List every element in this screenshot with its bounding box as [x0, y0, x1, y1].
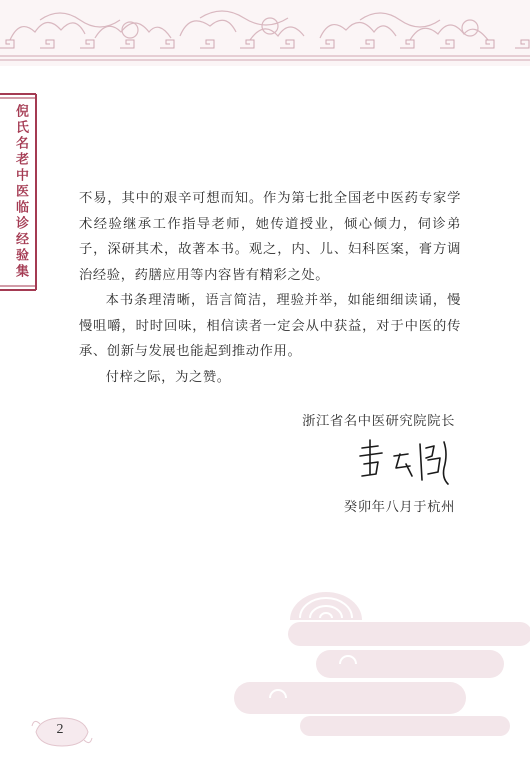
paragraph-3: 付梓之际，为之赞。: [105, 369, 231, 385]
handwritten-signature: [348, 434, 460, 488]
side-title-tab: [0, 92, 38, 292]
bottom-cloud-decoration: [230, 590, 530, 740]
book-series-title: 倪氏名老中医临诊经验集: [13, 104, 28, 280]
page-number: 2: [56, 722, 64, 737]
paragraph-2: 本书条理清晰，语言简洁，理验并举，如能细细读诵，慢慢咀嚼，时时回味，相信读者一定会从中获益，对于中医的传承、创新与发展也能起到推动作用。: [79, 293, 461, 359]
signature-date: 癸卯年八月于杭州: [343, 500, 455, 515]
top-ornament-border: [0, 0, 530, 66]
signer-organization: 浙江省名中医研究院院长: [302, 414, 455, 429]
paragraph-1: 不易，其中的艰辛可想而知。作为第七批全国老中医药专家学术经验继承工作指导老师，她传道授业，倾心倾力，伺诊弟子，深研其术，故著本书。观之，内、儿、妇科医案，膏方调治经验，药膳应用等内容皆有精彩之处。: [79, 191, 461, 283]
preface-body: [79, 186, 461, 390]
